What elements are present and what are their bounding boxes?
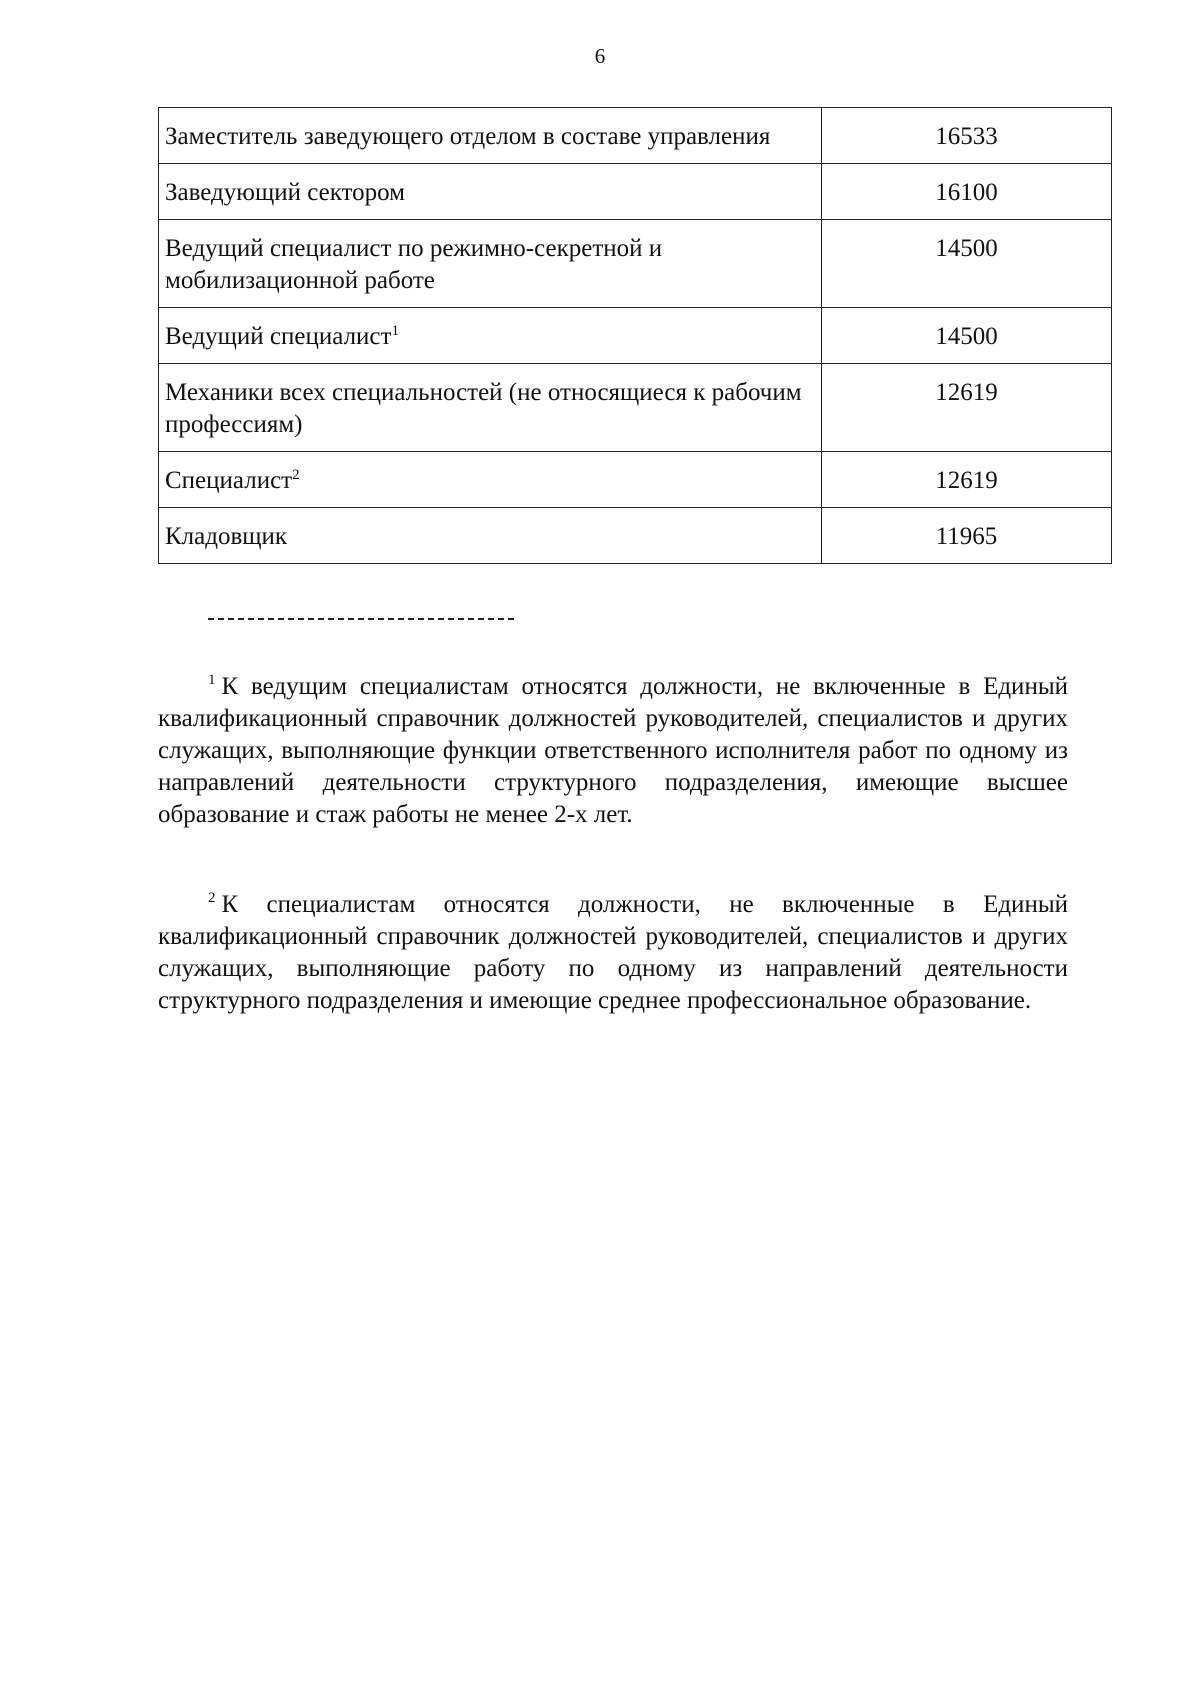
- footnote-1: [158, 671, 1068, 831]
- table-row: [159, 508, 1112, 564]
- footnote-separator: [208, 618, 514, 620]
- salary-cell: 11965: [822, 508, 1112, 564]
- position-cell: Заместитель заведующего отделом в составе управления: [159, 108, 822, 164]
- position-cell: Специалист$^2$: [159, 452, 822, 508]
- salary-cell: 12619: [822, 452, 1112, 508]
- footnote-mark: 1: [208, 671, 216, 688]
- salary-cell: 14500: [822, 308, 1112, 364]
- table-row: [159, 220, 1112, 308]
- salary-cell: 12619: [822, 364, 1112, 452]
- page-number: 6: [594, 44, 606, 68]
- salary-cell: 14500: [822, 220, 1112, 308]
- table-row: [159, 108, 1112, 164]
- table-row: [159, 308, 1112, 364]
- footnote-2: [158, 889, 1068, 1017]
- footnote-text: К ведущим специалистам относятся должности, не включенные в Единый квалификационный справочник должностей руководителей, специалистов и других служащих, выполняющие функции ответственного исполнителя работ по одному из направлений деятельности структурного подразделения, имеющие высшее образование и стаж работы не менее 2-х лет.: [158, 673, 1068, 828]
- salary-table: [158, 107, 1112, 564]
- position-cell: Кладовщик: [159, 508, 822, 564]
- position-cell: Механики всех специальностей (не относящиеся к рабочим профессиям): [159, 364, 822, 452]
- salary-cell: 16100: [822, 164, 1112, 220]
- table-row: [159, 452, 1112, 508]
- table-row: [159, 364, 1112, 452]
- footnote-text: К специалистам относятся должности, не включенные в Единый квалификационный справочник должностей руководителей, специалистов и других служащих, выполняющие работу по одному из направлений деятельности структурного подразделения и имеющие среднее профессиональное образование.: [158, 891, 1068, 1014]
- salary-cell: 16533: [822, 108, 1112, 164]
- table-row: [159, 164, 1112, 220]
- position-cell: Ведущий специалист по режимно-секретной и мобилизационной работе: [159, 220, 822, 308]
- footnote-mark: 2: [208, 889, 216, 906]
- footnote-ref: 1: [391, 323, 399, 339]
- footnote-ref: 2: [292, 467, 300, 483]
- position-cell: Заведующий сектором: [159, 164, 822, 220]
- position-cell: Ведущий специалист$^1$: [159, 308, 822, 364]
